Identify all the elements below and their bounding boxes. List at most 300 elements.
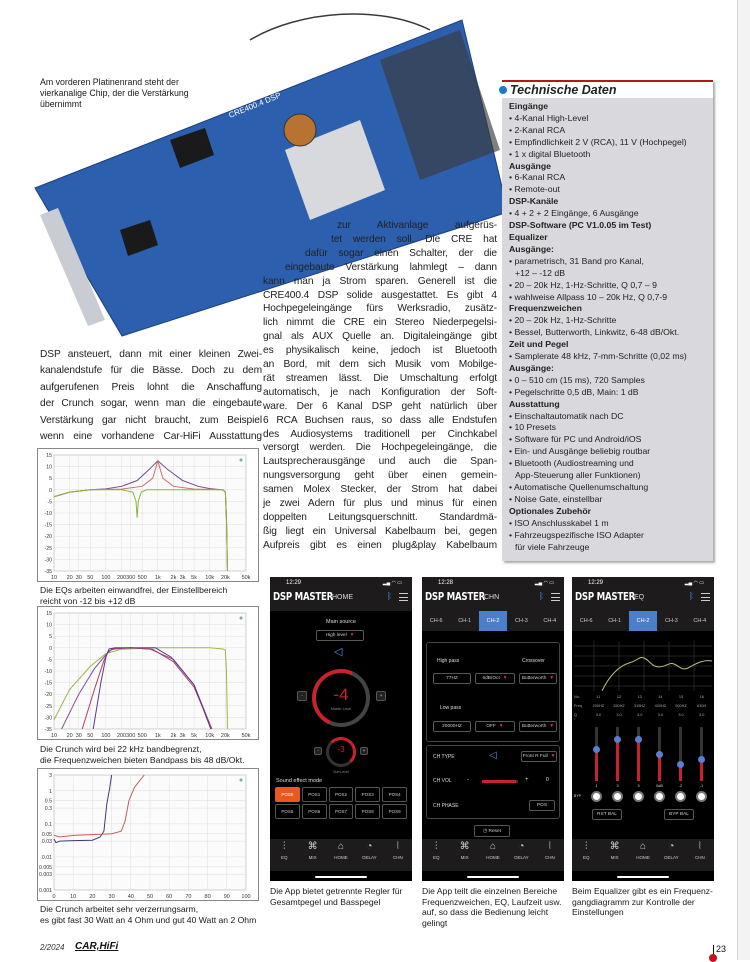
lp-type-value: Butterworth <box>521 724 547 729</box>
eq-bypass-toggle[interactable] <box>612 791 623 802</box>
home-icon: ⌂ <box>337 841 345 852</box>
legend-marker-icon <box>240 617 243 620</box>
y-tick-label: 5 <box>49 634 52 641</box>
body-text-line: der Crunch sogar, wenn man die eingebaute <box>40 398 262 410</box>
nav-item-eq[interactable] <box>270 839 298 871</box>
legend-marker-icon <box>240 459 243 462</box>
y-tick-label: 0.05 <box>41 831 52 838</box>
tech-list-item: • Pegelschritte 0,5 dB, Main: 1 dB <box>509 386 639 397</box>
tech-data-box <box>502 80 713 561</box>
tech-section-heading: Ausgänge: <box>509 362 554 373</box>
hp-type-value: Butterworth <box>521 676 547 681</box>
eq-bypass-toggle[interactable] <box>591 791 602 802</box>
x-tick-label: 100 <box>241 894 251 900</box>
ch-type-dropdown[interactable] <box>521 751 557 762</box>
eq-gain-value: 3 <box>637 784 640 788</box>
eq-cell-no: 12 <box>616 695 622 699</box>
menu-icon[interactable] <box>701 593 710 601</box>
eq-slider-track[interactable] <box>700 727 703 781</box>
eq-slider-fill <box>658 754 661 781</box>
tech-section-heading: DSP-Kanäle <box>509 196 559 207</box>
y-tick-label: 0.03 <box>41 839 52 846</box>
y-tick-label: 0 <box>49 487 52 494</box>
eq-slider-knob[interactable] <box>698 756 705 763</box>
x-tick-label: 10k <box>205 575 215 581</box>
channel-icon: ⦚ <box>698 841 701 852</box>
eq-slider-track[interactable] <box>595 727 598 781</box>
x-tick-label: 20 <box>89 894 96 900</box>
high-pass-type-dropdown[interactable] <box>519 673 557 684</box>
preset-button[interactable]: POS4 <box>382 787 407 802</box>
x-tick-label: 50 <box>146 894 154 900</box>
mix-icon: ⌘ <box>609 841 620 852</box>
tech-list-item: • Einschaltautomatik nach DC <box>509 410 624 421</box>
eq-cell-q: 3.0 <box>678 713 684 717</box>
nav-label: CHN <box>544 855 555 860</box>
nav-label: EQ <box>280 855 288 860</box>
ch-vol-minus[interactable]: - <box>467 777 469 783</box>
nav-item-chn[interactable] <box>686 839 714 871</box>
tech-list-item: • Noise Gate, einstellbar <box>509 493 603 504</box>
low-pass-frequency[interactable]: 20000HZ <box>433 721 471 732</box>
dropdown-arrow-icon: ▼ <box>498 724 504 729</box>
tech-data-header <box>502 80 713 98</box>
tech-list-item: • 20 – 20k Hz, 1-Hz-Schritte, Q 0,7 – 9 <box>509 279 657 290</box>
app-screenshot-channel <box>422 577 564 881</box>
eq-slider-track[interactable] <box>616 727 619 781</box>
sub-level-label: Sub Level <box>333 770 349 774</box>
sub-plus-button[interactable]: + <box>360 747 368 755</box>
eq-slider-track[interactable] <box>637 727 640 781</box>
eq-row-no <box>574 695 712 704</box>
y-tick-label: 10 <box>46 464 52 471</box>
eq-gain-sliders <box>574 727 712 807</box>
eq-slider-knob[interactable] <box>614 736 621 743</box>
reset-button[interactable] <box>474 825 510 837</box>
y-tick-label: 0.005 <box>39 864 52 871</box>
status-time: 12:28 <box>438 580 454 586</box>
app-screenshot-equalizer <box>572 577 714 881</box>
tech-data-title: Technische Daten <box>510 83 617 97</box>
eq-cell-no: 15 <box>678 695 684 699</box>
tech-list-item: • Bluetooth (Audiostreaming und App-Steuerung aller Funktionen) <box>509 458 641 481</box>
preset-button[interactable]: POS8 <box>355 804 380 819</box>
issue-number: 2/2024 <box>40 943 65 952</box>
eq-cell-freq: 630H <box>697 704 707 708</box>
crossover-response-chart <box>37 606 259 740</box>
hp-slope-value: 6dB/Oct <box>482 676 500 681</box>
bluetooth-icon[interactable]: ᛒ <box>538 591 544 601</box>
tech-list-item: • wahlweise Allpass 10 – 20k Hz, Q 0,7-9 <box>509 291 668 302</box>
nav-item-mix[interactable] <box>600 839 628 871</box>
x-tick-label: 60 <box>166 894 173 900</box>
preset-button[interactable]: POS6 <box>302 804 327 819</box>
y-tick-label: -30 <box>44 715 52 722</box>
eq-slider-knob[interactable] <box>635 736 642 743</box>
channel-tab[interactable]: CH-6 <box>579 618 593 624</box>
eq-row-q <box>574 713 712 722</box>
body-text-line: dafür sogar einen Schalter, der die <box>305 247 497 259</box>
page-title: EQ <box>634 594 645 601</box>
tech-section-heading: Optionales Zubehör <box>509 505 592 516</box>
tech-list-item: • Empfindlichkeit 2 V (RCA), 11 V (Hochpegel) <box>509 136 687 147</box>
bluetooth-icon[interactable]: ᛒ <box>386 591 392 601</box>
tech-list-item: • Ein- und Ausgänge beliebig routbar <box>509 446 651 457</box>
eq-row-label: No. <box>574 695 580 699</box>
main-source-label: Main source <box>326 619 356 625</box>
eq-chart-caption: Die EQs arbeiten einwandfrei, der Einstellbereich reicht von -12 bis +12 dB <box>40 585 228 606</box>
eq-gain-value: 0dB <box>656 784 663 788</box>
body-text-line: Aufpreis gibt es einen plug&play Kabelbaum <box>263 539 497 551</box>
y-tick-label: -10 <box>44 511 52 517</box>
x-tick-label: 0 <box>52 894 56 900</box>
distortion-chart-caption: Die Crunch arbeitet sehr verzerrungsarm, es gibt fast 30 Watt an 4 Ohm und gut 40 Watt an 2 Ohm <box>40 904 257 925</box>
ch-phase-button[interactable]: POS <box>529 800 555 811</box>
menu-icon[interactable] <box>399 593 408 601</box>
status-time: 12:29 <box>588 580 604 586</box>
master-minus-button[interactable]: - <box>297 691 307 701</box>
tech-list-item: • 0 – 510 cm (15 ms), 720 Samples <box>509 374 645 385</box>
master-level-label: Master Level <box>330 707 352 711</box>
body-text-line: des Audiosystems traditionell per Cinchkabel <box>263 428 497 440</box>
eq-bypass-toggle[interactable] <box>633 791 644 802</box>
legend-marker-icon <box>240 779 243 782</box>
eq-row-label: Freq <box>574 704 582 708</box>
nav-item-delay[interactable] <box>355 839 383 871</box>
body-text-line: an Bord, mit dem sich Musik vom Mobilge- <box>263 359 497 370</box>
tech-list-item: • 4 + 2 + 2 Eingänge, 6 Ausgänge <box>509 208 639 219</box>
x-tick-label: 70 <box>185 894 192 900</box>
y-tick-label: -25 <box>44 703 52 710</box>
home-indicator <box>315 876 367 878</box>
ch-vol-label: CH VOL <box>433 778 452 784</box>
page-number: 23 <box>716 944 727 954</box>
tech-list-item: • Fahrzeugspezifische ISO Adapter für viele Fahrzeuge <box>509 529 644 552</box>
photo-caption: Am vorderen Platinenrand steht der vierkanalige Chip, der die Verstärkung übernimmt <box>40 77 189 109</box>
delay-icon: ◔ <box>366 841 373 852</box>
tech-section-heading: Ausstattung <box>509 398 560 409</box>
high-pass-slope-dropdown[interactable] <box>475 673 515 684</box>
eq-cell-q: 3.0 <box>595 713 601 717</box>
equalizer-icon: ⫶ <box>434 841 438 852</box>
eq-cell-no: 13 <box>637 695 642 699</box>
x-tick-label: 3k <box>179 575 186 581</box>
speaker-icon: ◁ <box>489 750 497 761</box>
bluetooth-icon[interactable]: ᛒ <box>688 591 694 601</box>
speaker-icon: ◁ <box>334 646 343 658</box>
channel-tab[interactable]: CH-2 <box>479 611 507 631</box>
x-tick-label: 30 <box>108 894 115 900</box>
body-text-line: kanalendstufe für die Bässe. Doch zu dem <box>40 365 262 377</box>
eq-cell-q: 3.0 <box>699 713 705 717</box>
bottom-nav <box>270 839 412 871</box>
nav-item-chn[interactable] <box>384 839 412 871</box>
channel-icon: ⦚ <box>396 841 399 852</box>
tech-list-item: • ISO Anschlusskabel 1 m <box>509 517 609 528</box>
preset-button[interactable]: POS7 <box>329 804 354 819</box>
crossover-panel <box>426 642 560 742</box>
x-tick-label: 50 <box>87 733 94 739</box>
nav-item-home[interactable] <box>327 839 355 871</box>
eq-cell-no: 14 <box>658 695 663 699</box>
y-tick-label: 15 <box>46 611 52 617</box>
app-logo: DSP MASTER <box>575 591 636 603</box>
nav-item-home[interactable] <box>629 839 657 871</box>
eq-frequency-response-chart <box>37 448 259 582</box>
y-tick-label: -5 <box>47 499 52 506</box>
high-pass-frequency[interactable]: 77HZ <box>433 673 471 684</box>
main-source-value: High level <box>325 633 347 638</box>
nav-label: CHN <box>694 855 705 860</box>
body-text-line: rät streamen lässt. Die Umschaltung erfolgt <box>263 372 497 384</box>
eq-slider-knob[interactable] <box>593 746 600 753</box>
x-tick-label: 3k <box>179 733 186 739</box>
nav-item-chn[interactable] <box>536 839 564 871</box>
tech-list-item: • 1 x digital Bluetooth <box>509 148 591 159</box>
equalizer-screen-caption: Beim Equalizer gibt es ein Frequenz- gangdiagramm zur Kontrolle der Einstellungen <box>572 886 713 918</box>
tech-section-heading: Ausgänge <box>509 160 551 171</box>
x-tick-label: 10 <box>50 575 58 581</box>
tech-list-item: • 4-Kanal High-Level <box>509 112 589 123</box>
eq-cell-freq: 250HZ <box>613 704 625 708</box>
preset-button[interactable]: POS2 <box>329 787 354 802</box>
nav-label: DELAY <box>664 855 679 860</box>
eq-slider-knob[interactable] <box>677 761 684 768</box>
nav-label: EQ <box>582 855 590 860</box>
high-pass-label: High pass <box>437 658 460 664</box>
preset-grid <box>275 787 407 819</box>
sub-minus-button[interactable]: - <box>314 747 322 755</box>
y-tick-label: -15 <box>44 522 52 529</box>
eq-slider-knob[interactable] <box>656 751 663 758</box>
x-tick-label: 10 <box>50 733 58 739</box>
eq-slider-track[interactable] <box>658 727 661 781</box>
nav-item-mix[interactable] <box>298 839 326 871</box>
menu-icon[interactable] <box>551 593 560 601</box>
x-tick-label: 500 <box>137 733 147 739</box>
y-tick-label: 0 <box>49 645 52 652</box>
tech-list-item: • Automatische Quellenumschaltung <box>509 482 649 492</box>
y-tick-label: 0.001 <box>39 888 52 894</box>
app-header <box>270 577 412 611</box>
eq-cell-q: 3.0 <box>616 713 622 717</box>
magazine-logo: CAR,HiFi <box>75 941 119 952</box>
nav-label: HOME <box>334 855 348 860</box>
y-tick-label: -30 <box>44 557 52 564</box>
channel-tab[interactable]: CH-4 <box>693 618 707 624</box>
distortion-chart <box>37 768 259 901</box>
x-tick-label: 90 <box>223 894 230 900</box>
y-tick-label: -5 <box>47 657 52 664</box>
channel-tab[interactable]: CH-2 <box>629 611 657 631</box>
tech-section-heading: Equalizer <box>509 231 548 242</box>
home-icon: ⌂ <box>489 841 497 852</box>
page-title: CHN <box>484 594 500 601</box>
x-tick-label: 5k <box>191 575 197 581</box>
tech-list-item: • 20 – 20k Hz, 1-Hz-Schritte <box>509 315 617 326</box>
nav-label: HOME <box>636 855 650 860</box>
x-tick-label: 20k <box>220 733 230 739</box>
body-text-line: je zwei Adern für plus und minus für einen <box>263 498 497 509</box>
preset-button[interactable]: POS5 <box>275 804 300 819</box>
channel-tab[interactable]: CH-6 <box>429 618 443 624</box>
channel-tab[interactable]: CH-1 <box>458 618 472 624</box>
x-tick-label: 50k <box>241 575 251 581</box>
y-tick-label: 0.5 <box>44 798 52 805</box>
eq-cell-freq: 400HZ <box>654 704 667 708</box>
y-tick-label: 5 <box>49 476 52 483</box>
tech-data-list <box>502 98 713 553</box>
y-tick-label: -15 <box>44 680 52 687</box>
ch-vol-plus[interactable]: + <box>525 777 529 783</box>
x-tick-label: 20 <box>66 575 73 581</box>
nav-label: HOME <box>486 855 500 860</box>
dropdown-arrow-icon: ▼ <box>549 676 555 681</box>
x-tick-label: 500 <box>137 575 147 581</box>
eq-slider-fill <box>637 739 640 781</box>
nav-item-home[interactable] <box>479 839 507 871</box>
low-pass-slope-dropdown[interactable] <box>475 721 515 732</box>
y-tick-label: 15 <box>46 453 52 459</box>
channel-screen-caption: Die App teilt die einzelnen Bereiche Frequenzweichen, EQ, Laufzeit usw. auf, so dass die Bedienung leicht gelingt <box>422 886 562 928</box>
tech-list-item: • 6-Kanal RCA <box>509 172 566 183</box>
eq-bypass-toggle[interactable] <box>696 791 707 802</box>
eq-gain-value: -1 <box>699 784 704 788</box>
body-text-line: lich nimmt die CRE ein Stereo Niederpegelsi- <box>263 317 497 329</box>
eq-cell-freq: 315HZ <box>633 704 646 708</box>
channel-tab[interactable]: CH-4 <box>543 618 557 624</box>
eq-band-table <box>574 695 712 722</box>
body-text-line: nungsversorgung geht über einen gemein- <box>263 470 497 482</box>
preset-button[interactable]: POS1 <box>302 787 327 802</box>
eq-response-graph <box>574 641 712 691</box>
crossover-label: Crossover <box>522 658 545 664</box>
x-tick-label: 10k <box>205 733 215 739</box>
y-tick-label: 10 <box>46 622 52 629</box>
equalizer-icon: ⫶ <box>282 841 286 852</box>
eq-gain-value: 3 <box>616 784 619 788</box>
y-tick-label: 0.01 <box>41 854 52 861</box>
x-tick-label: 20k <box>220 575 230 581</box>
nav-item-delay[interactable] <box>657 839 685 871</box>
nav-item-eq[interactable] <box>572 839 600 871</box>
page-title: HOME <box>332 594 353 601</box>
master-plus-button[interactable]: + <box>376 691 386 701</box>
tech-list-item: • parametrisch, 31 Band pro Kanal, +12 – -12 dB <box>509 255 644 278</box>
ch-vol-slider[interactable] <box>482 780 518 783</box>
body-text-line: ßig liegt ein Universal Kabelbaum bei, gegen <box>263 525 497 537</box>
body-text-line: versorgt werden. Die Hochpegeleingänge, die <box>263 442 497 454</box>
nav-item-mix[interactable] <box>450 839 478 871</box>
channel-tab[interactable]: CH-3 <box>665 618 678 624</box>
body-text-line: Verstärkung gar nicht braucht, zum Beispiel <box>40 414 262 426</box>
body-text-line: Lautsprecherausgänge und auch die Span- <box>263 456 497 468</box>
nav-label: DELAY <box>362 855 377 860</box>
channel-tab[interactable]: CH-3 <box>515 618 528 624</box>
y-tick-label: 0.3 <box>44 806 52 813</box>
main-source-dropdown[interactable] <box>316 630 364 641</box>
bullet-dot-icon <box>499 86 507 94</box>
nav-item-eq[interactable] <box>422 839 450 871</box>
page-marker-dot <box>709 954 717 962</box>
preset-button[interactable]: POS0 <box>275 787 300 802</box>
reset-balance-button[interactable]: RST BAL <box>592 809 622 820</box>
channel-tab[interactable]: CH-1 <box>608 618 622 624</box>
tech-list-item: • 10 Presets <box>509 422 556 433</box>
bottom-nav <box>422 839 564 871</box>
x-tick-label: 10 <box>70 894 77 900</box>
x-tick-label: 100 <box>101 733 111 739</box>
tech-section-heading: Frequenzweichen <box>509 303 582 314</box>
eq-slider-fill <box>616 739 619 781</box>
ch-type-label: CH TYPE <box>433 754 455 760</box>
toroid-coil <box>284 114 316 146</box>
signal-wifi-battery-icon: ▂▄ ◠ ▭ <box>534 580 554 586</box>
board-label: CRE400.4 DSP <box>227 90 283 120</box>
x-tick-label: 80 <box>204 894 211 900</box>
eq-gain-value: -2 <box>678 784 683 788</box>
body-text-line: zur Aktivanlage aufgerüs- <box>337 220 497 231</box>
eq-bypass-toggle[interactable] <box>654 791 665 802</box>
eq-cell-q: 3.0 <box>657 713 663 717</box>
x-tick-label: 30 <box>75 733 82 739</box>
eq-bypass-toggle[interactable] <box>675 791 686 802</box>
body-text-line: aufgerufenen Preis lohnt die Anschaffung <box>40 381 262 393</box>
channel-settings-panel <box>426 745 560 819</box>
dropdown-arrow-icon: ▼ <box>550 754 556 759</box>
signal-wifi-battery-icon: ▂▄ ◠ ▭ <box>684 580 704 586</box>
ch-vol-value: 0 <box>546 777 549 783</box>
bottom-nav <box>572 839 714 871</box>
x-tick-label: 200 <box>116 733 127 739</box>
body-text-line: samen Molex Stecker, der Strom hat dabei <box>263 484 497 496</box>
x-tick-label: 200 <box>116 575 127 581</box>
x-tick-label: 2k <box>170 733 177 739</box>
antenna-cable <box>250 14 430 40</box>
nav-item-delay[interactable] <box>507 839 535 871</box>
eq-slider-track[interactable] <box>679 727 682 781</box>
channel-tabs <box>422 611 564 631</box>
preset-button[interactable]: POS9 <box>382 804 407 819</box>
tech-list-item: • Bessel, Butterworth, Linkwitz, 6-48 dB/Okt. <box>509 327 680 338</box>
bypass-balance-button[interactable]: BYP BAL <box>664 809 694 820</box>
eq-bypass-label: BYP <box>574 794 582 798</box>
tech-list-item: • Samplerate 48 kHz, 7-mm-Schritte (0,02 ms) <box>509 351 687 362</box>
body-text-line: eingebaute Verstärkung lahmlegt – dann <box>285 261 497 273</box>
x-tick-label: 1k <box>154 575 161 581</box>
y-tick-label: -25 <box>44 545 52 552</box>
y-tick-label: -10 <box>44 669 52 675</box>
master-level-value: -4 <box>333 685 349 704</box>
nav-label: DELAY <box>514 855 529 860</box>
delay-icon: ◔ <box>668 841 675 852</box>
y-tick-label: -20 <box>44 534 52 541</box>
eq-cell-freq: 500HZ <box>675 704 687 708</box>
low-pass-type-dropdown[interactable] <box>519 721 557 732</box>
preset-button[interactable]: POS3 <box>355 787 380 802</box>
body-text-line: CRE400.4 DSP solide ausgestattet. Es gibt 4 <box>263 289 497 301</box>
tech-section-heading: DSP-Software (PC V1.0.05 im Test) <box>509 220 652 231</box>
y-tick-label: 0.1 <box>44 821 52 828</box>
y-tick-label: -20 <box>44 692 52 699</box>
delay-icon: ◔ <box>518 841 525 852</box>
channel-tabs <box>572 611 714 631</box>
dropdown-arrow-icon: ▼ <box>502 676 508 681</box>
ch-phase-label: CH PHASE <box>433 803 459 809</box>
eq-cell-freq: 200HZ <box>592 704 605 708</box>
equalizer-icon: ⫶ <box>584 841 588 852</box>
home-indicator <box>467 876 519 878</box>
